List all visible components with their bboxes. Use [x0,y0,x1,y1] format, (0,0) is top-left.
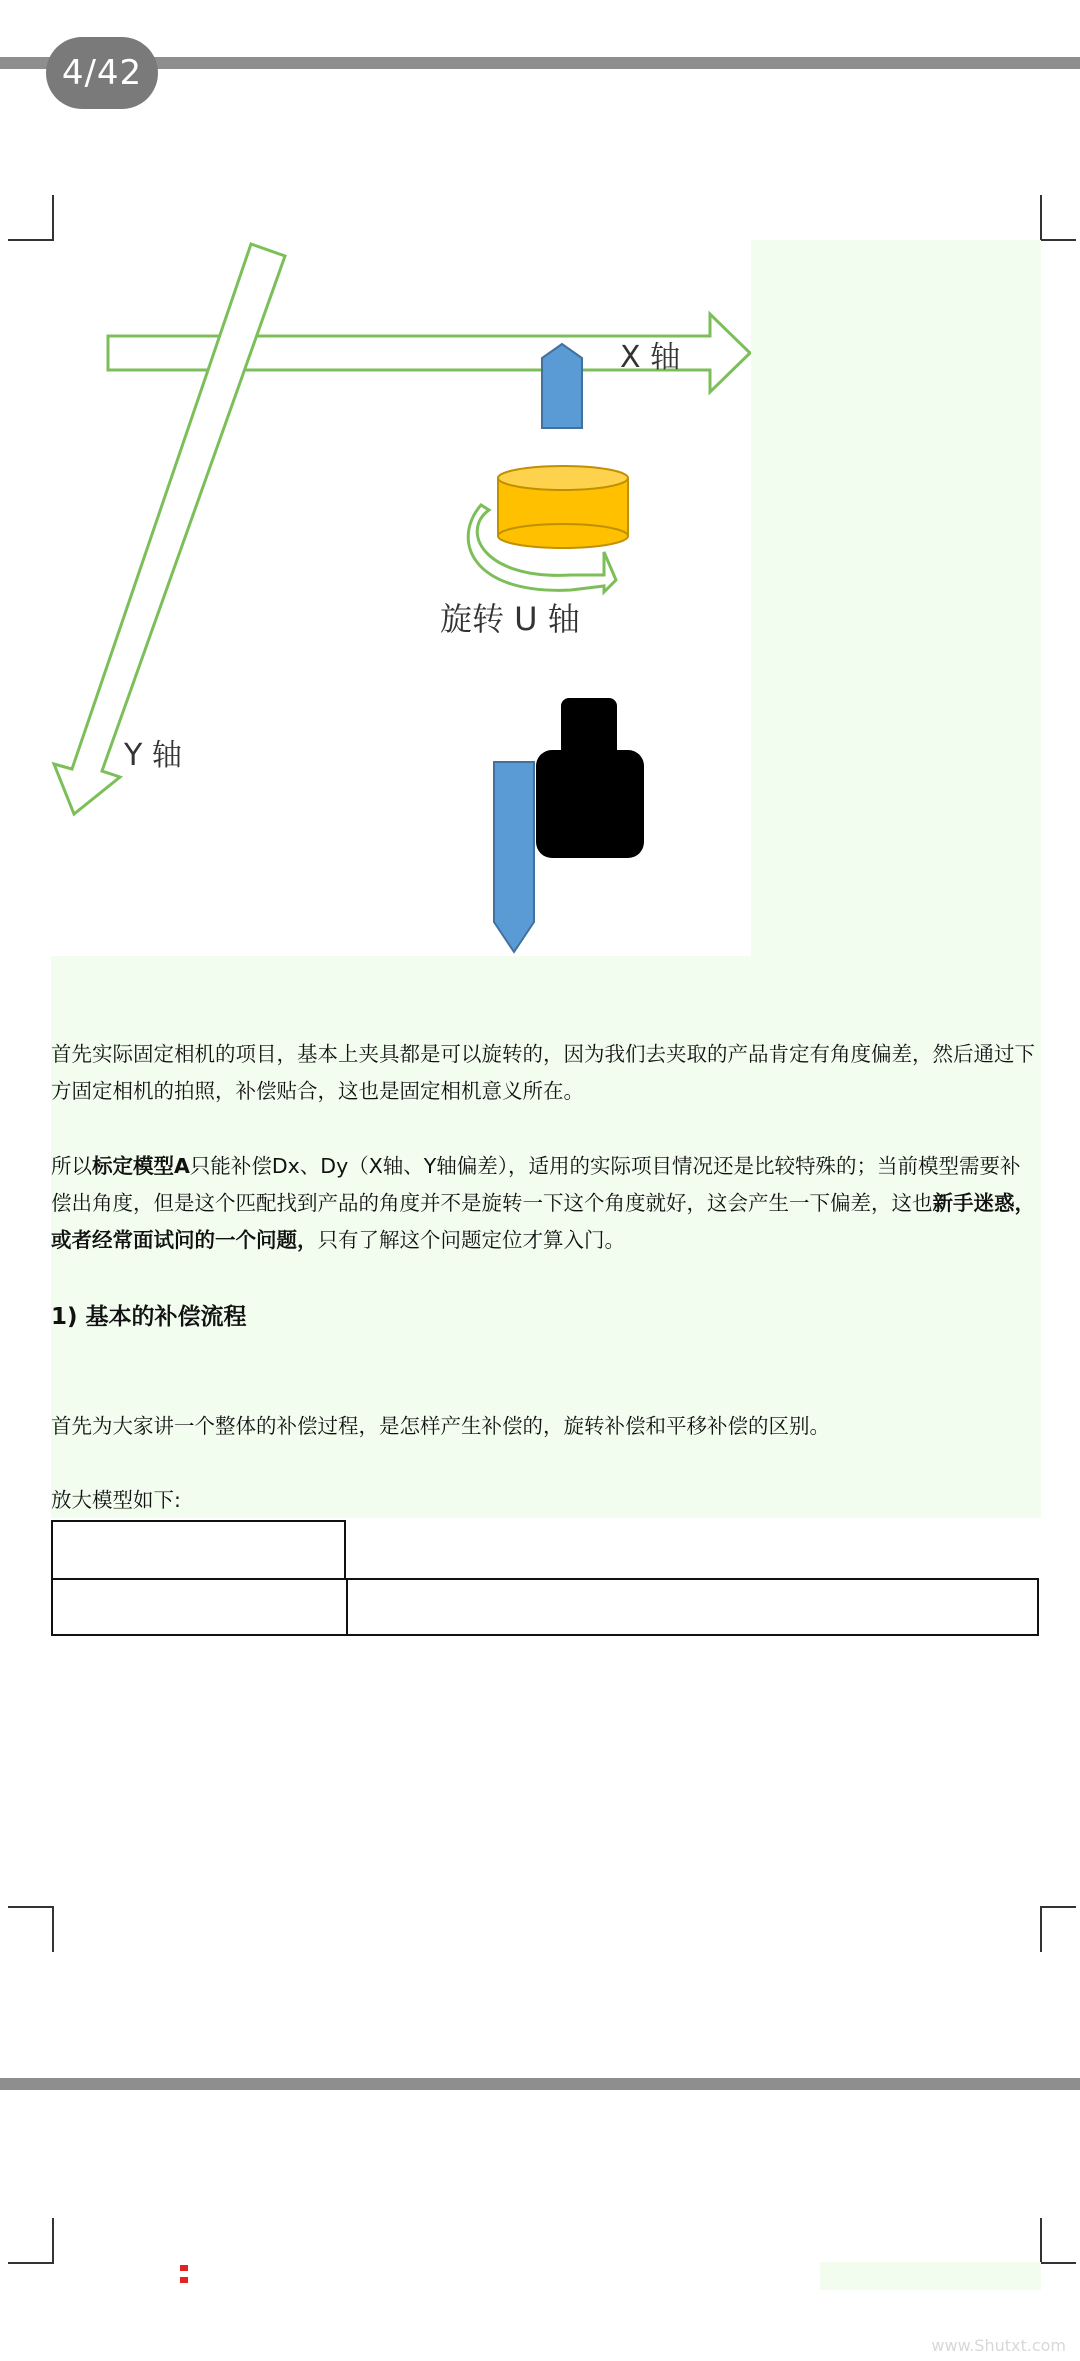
y-axis-label: Y 轴 [124,738,182,773]
highlight-page2 [820,2262,1041,2290]
crop-mark-top-right [1040,195,1076,241]
table-cell-r1c1 [51,1520,346,1580]
section-heading: 1) 基本的补偿流程 [51,1304,247,1330]
spindle-top [542,344,582,428]
x-axis-label: X 轴 [620,340,681,375]
rotation-label: 旋转 U 轴 [440,600,580,638]
page-indicator: 4/42 [46,37,158,109]
crop-mark-bottom-left [8,1906,54,1952]
highlight-right-of-figure [751,240,1041,956]
crop-mark-page2-left [8,2218,54,2264]
p2-text-3: 只有了解这个问题定位才算入门。 [317,1228,625,1252]
table-cell-r2c1 [51,1578,348,1636]
watermark: www.Shutxt.com [931,2336,1066,2355]
paragraph-model-a [51,1148,1041,1259]
camera-body-base [536,750,644,858]
page-separator [0,2078,1080,2090]
crop-mark-bottom-right [1040,1906,1076,1952]
p2-bold-confusion: 新手迷惑，或者经常面试问的一个问题， [51,1191,1035,1252]
gold-disc-top [498,466,628,490]
p2-text-2: 只能补偿Dx、Dy（X轴、Y轴偏差），适用的实际项目情况还是比较特殊的；当前模型需要补偿出角度，但是这个匹配找到产品的角度并不是旋转一下这个角度就好，这会产生一下偏差，这也 [51,1154,1021,1215]
paragraph-overview: 首先为大家讲一个整体的补偿过程，是怎样产生补偿的，旋转补偿和平移补偿的区别。 [51,1414,830,1438]
paragraph-zoom-model: 放大模型如下: [51,1488,181,1512]
p2-bold-model-a: 标定模型A [92,1154,190,1178]
probe [494,762,534,952]
paragraph-intro: 首先实际固定相机的项目，基本上夹具都是可以旋转的，因为我们去夹取的产品肯定有角度偏差，然后通过下方固定相机的拍照，补偿贴合，这也是固定相机意义所在。 [51,1042,1035,1103]
gold-disc-bottom [498,524,628,548]
y-axis-arrow [54,244,285,814]
table-cell-r2c2 [346,1578,1039,1636]
red-mark-bottom [180,2277,188,2283]
crop-mark-page2-right [1040,2218,1076,2264]
red-mark-top [180,2265,188,2271]
crop-mark-top-left [8,195,54,241]
p2-text-1: 所以 [51,1154,92,1178]
camera-body-top [561,698,617,758]
top-divider [0,57,1080,69]
